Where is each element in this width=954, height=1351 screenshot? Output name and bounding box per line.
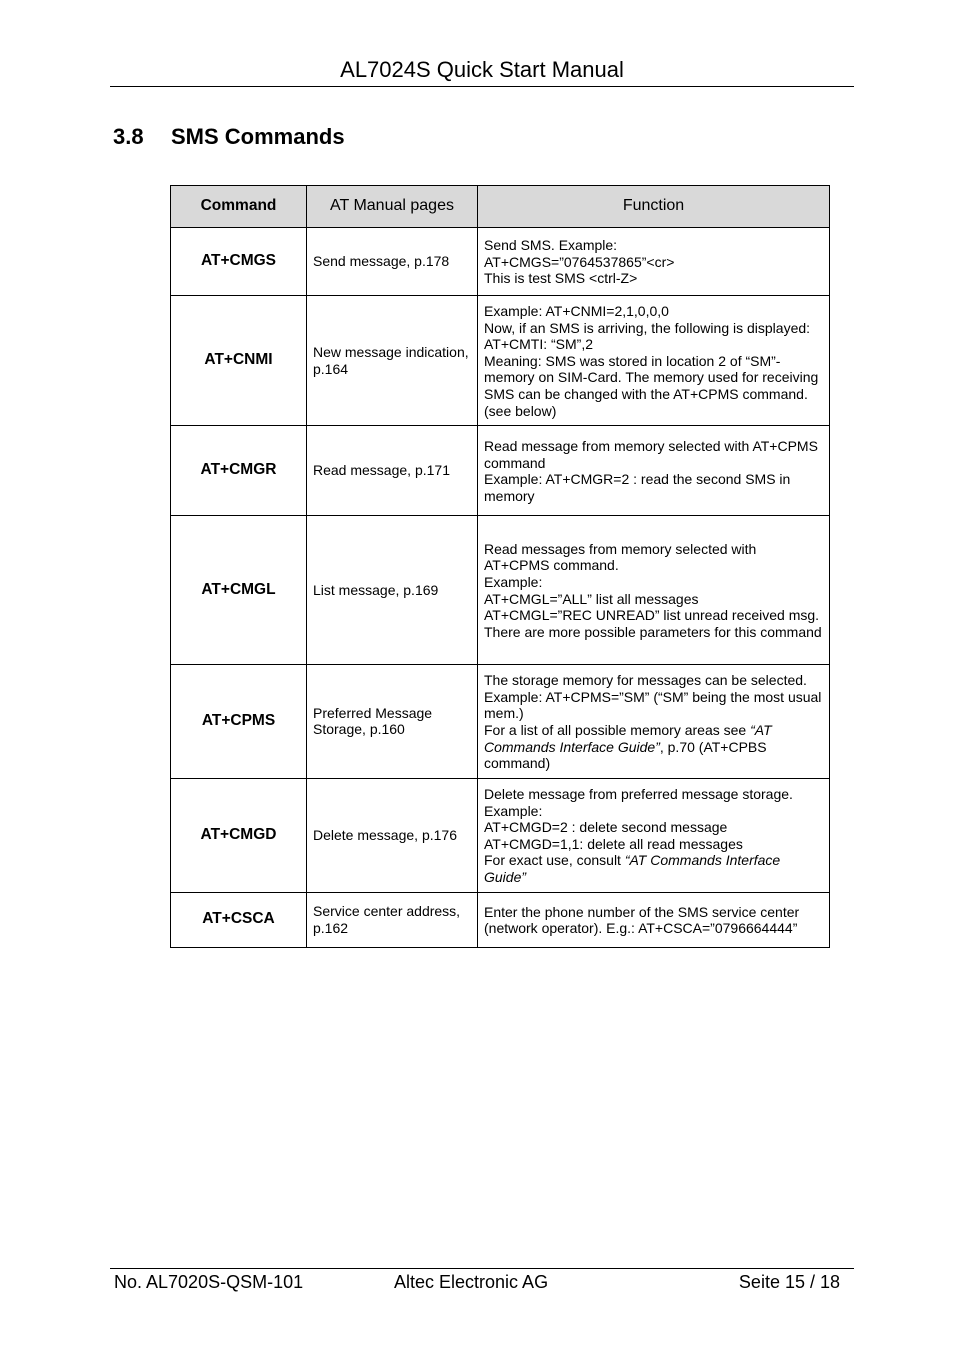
function-line: Enter the phone number of the SMS service center (network operator). E.g.: AT+CSCA=”0796664444” bbox=[484, 903, 800, 937]
column-header-function: Function bbox=[478, 186, 830, 228]
manual-page-cell: Service center address, p.162 bbox=[307, 892, 478, 947]
manual-page-cell: Send message, p.178 bbox=[307, 228, 478, 296]
rich-prefix: For exact use, consult bbox=[484, 852, 625, 869]
function-line: Meaning: SMS was stored in location 2 of “SM”-memory on SIM-Card. The memory used for receiving SMS can be changed with the AT+CPMS command. (see below) bbox=[484, 352, 819, 419]
manual-page-cell: Preferred Message Storage, p.160 bbox=[307, 665, 478, 779]
function-cell bbox=[478, 516, 830, 665]
function-line: Now, if an SMS is arriving, the following is displayed: bbox=[484, 319, 811, 336]
rich-suffix: , p.70 (AT+CPBS command) bbox=[484, 738, 767, 772]
rich-prefix: For a list of all possible memory areas see bbox=[484, 721, 751, 738]
command-cell: AT+CMGL bbox=[171, 516, 307, 665]
section-number: 3.8 bbox=[113, 124, 144, 149]
company-name: Altec Electronic AG bbox=[394, 1272, 549, 1292]
command-cell: AT+CPMS bbox=[171, 665, 307, 779]
function-line: AT+CMGS=”0764537865”<cr> bbox=[484, 253, 675, 270]
function-line: The storage memory for messages can be selected. bbox=[484, 672, 807, 689]
function-line: Read message from memory selected with AT+CPMS command bbox=[484, 437, 818, 471]
function-line: AT+CMGL=”REC UNREAD” list unread received msg. bbox=[484, 607, 820, 624]
function-line: Example: AT+CPMS=”SM” (“SM” being the most usual mem.) bbox=[484, 688, 822, 722]
page-header bbox=[110, 56, 854, 87]
table-header-row bbox=[171, 186, 830, 228]
function-line: Read messages from memory selected with AT+CPMS command. bbox=[484, 540, 757, 574]
function-line: Send SMS. Example: bbox=[484, 237, 618, 254]
function-line-rich bbox=[484, 722, 823, 772]
document-title: AL7024S Quick Start Manual bbox=[340, 57, 624, 82]
function-line: Example: bbox=[484, 574, 543, 591]
function-line: This is test SMS <ctrl-Z> bbox=[484, 270, 638, 287]
table-row bbox=[171, 516, 830, 665]
section-title: SMS Commands bbox=[171, 124, 345, 149]
manual-page-cell: List message, p.169 bbox=[307, 516, 478, 665]
function-line-rich bbox=[484, 852, 823, 885]
function-line: Example: bbox=[484, 802, 543, 819]
table-row bbox=[171, 892, 830, 947]
page-number: Seite 15 / 18 bbox=[738, 1272, 840, 1292]
table-row bbox=[171, 665, 830, 779]
manual-page-cell: New message indication, p.164 bbox=[307, 296, 478, 426]
page-footer bbox=[110, 1268, 854, 1295]
column-header-command: Command bbox=[171, 186, 307, 228]
function-line: AT+CMGD=1,1: delete all read messages bbox=[484, 835, 743, 852]
function-cell bbox=[478, 778, 830, 892]
command-cell: AT+CMGS bbox=[171, 228, 307, 296]
guide-reference: “AT Commands Interface Guide” bbox=[484, 721, 772, 755]
document-number: No. AL7020S-QSM-101 bbox=[114, 1272, 304, 1292]
table-row bbox=[171, 228, 830, 296]
table-row bbox=[171, 778, 830, 892]
function-line: Example: AT+CMGR=2 : read the second SMS in memory bbox=[484, 471, 791, 504]
command-cell: AT+CMGD bbox=[171, 778, 307, 892]
function-line: There are more possible parameters for this command bbox=[484, 623, 822, 640]
function-cell bbox=[478, 426, 830, 516]
command-cell: AT+CNMI bbox=[171, 296, 307, 426]
column-header-manual-pages: AT Manual pages bbox=[307, 186, 478, 228]
function-cell bbox=[478, 892, 830, 947]
command-cell: AT+CMGR bbox=[171, 426, 307, 516]
table-row bbox=[171, 296, 830, 426]
function-cell bbox=[478, 665, 830, 779]
section-heading bbox=[113, 123, 345, 151]
function-line: Delete message from preferred message storage. bbox=[484, 785, 793, 802]
function-line: AT+CMGL=”ALL” list all messages bbox=[484, 590, 699, 607]
guide-reference: “AT Commands Interface Guide” bbox=[484, 852, 781, 885]
manual-page-cell: Delete message, p.176 bbox=[307, 778, 478, 892]
manual-page-cell: Read message, p.171 bbox=[307, 426, 478, 516]
sms-commands-table bbox=[170, 185, 830, 948]
function-cell bbox=[478, 228, 830, 296]
command-cell: AT+CSCA bbox=[171, 892, 307, 947]
function-line: Example: AT+CNMI=2,1,0,0,0 bbox=[484, 303, 669, 319]
function-cell bbox=[478, 296, 830, 426]
table-row bbox=[171, 426, 830, 516]
function-line: AT+CMTI: “SM”,2 bbox=[484, 336, 594, 353]
function-line: AT+CMGD=2 : delete second message bbox=[484, 819, 728, 836]
